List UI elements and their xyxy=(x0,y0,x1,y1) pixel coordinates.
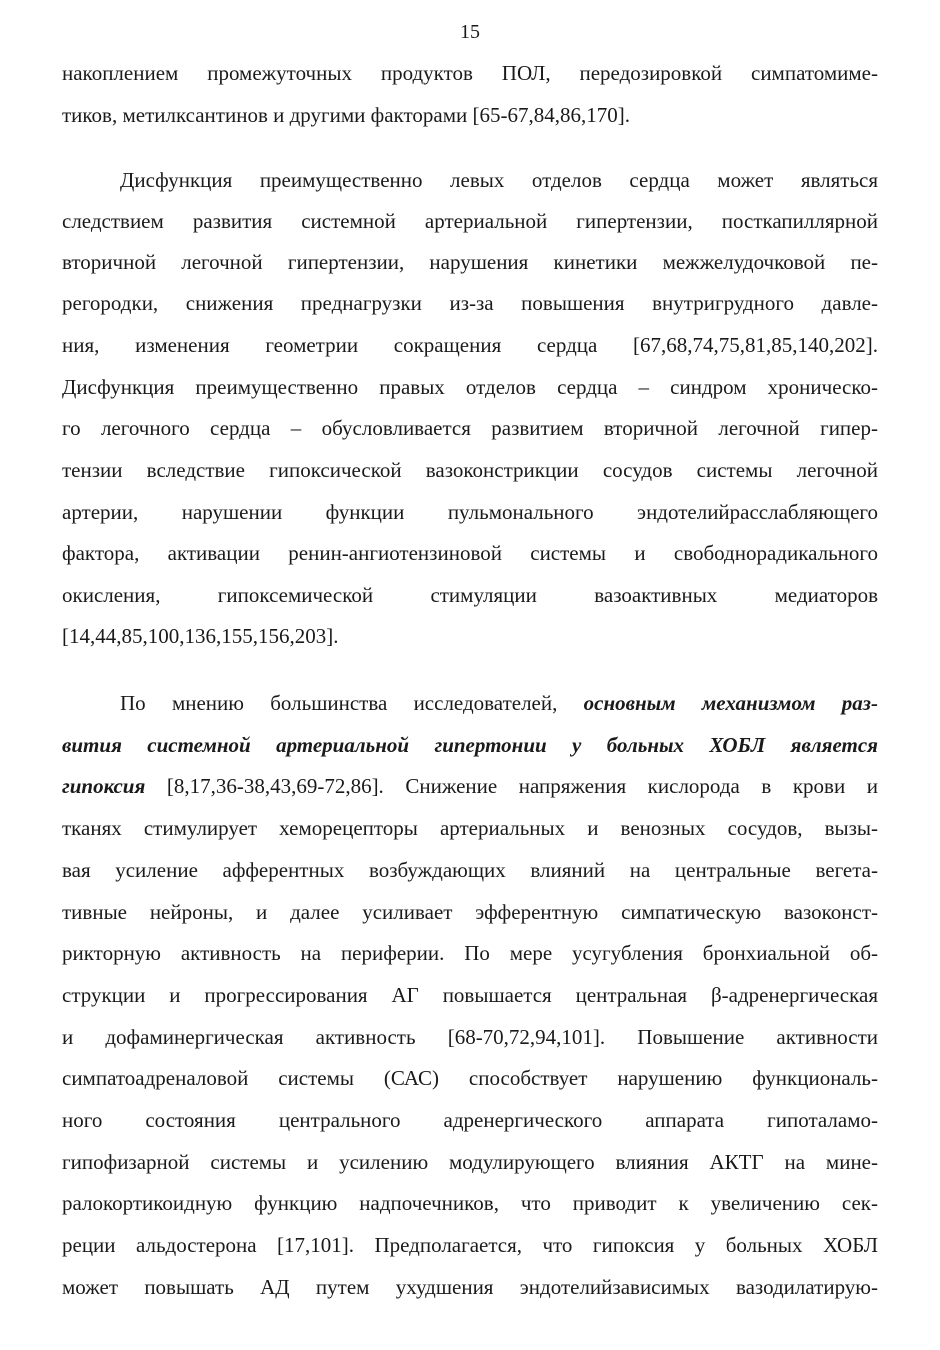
text-line: регородки, снижения преднагрузки из-за повышения внутригрудного давле- xyxy=(62,291,878,315)
emphasized-text: гипоксия xyxy=(62,774,146,798)
page-number: 15 xyxy=(460,21,480,43)
text-line: вая усиление афферентных возбуждающих влияний на центральные вегета- xyxy=(62,858,878,882)
text-line: ного состояния центрального адренергического аппарата гипоталамо- xyxy=(62,1108,878,1132)
text-line: [14,44,85,100,136,155,156,203]. xyxy=(62,624,339,648)
text-line: тивные нейроны, и далее усиливает эфферентную симпатическую вазоконст- xyxy=(62,900,878,924)
text-line: ния, изменения геометрии сокращения сердца [67,68,74,75,81,85,140,202]. xyxy=(62,333,878,357)
text-line: Дисфункция преимущественно правых отделов сердца – синдром хроническо- xyxy=(62,375,878,399)
text-line: тканях стимулирует хеморецепторы артериальных и венозных сосудов, вызы- xyxy=(62,816,878,840)
text-line: реции альдостерона [17,101]. Предполагается, что гипоксия у больных ХОБЛ xyxy=(62,1233,878,1257)
text-line xyxy=(62,771,878,801)
text-line: симпатоадреналовой системы (САС) способствует нарушению функциональ- xyxy=(62,1066,878,1090)
text-line: тиков, метилксантинов и другими факторами [65-67,84,86,170]. xyxy=(62,103,630,127)
text-run: [8,17,36-38,43,69-72,86]. Снижение напряжения кислорода в крови и xyxy=(145,774,878,798)
text-line: артерии, нарушении функции пульмонального эндотелийрасслабляющего xyxy=(62,500,878,524)
text-line: вторичной легочной гипертензии, нарушения кинетики межжелудочковой пе- xyxy=(62,250,878,274)
text-line xyxy=(120,688,878,718)
text-line: фактора, активации ренин-ангиотензиновой системы и свободнорадикального xyxy=(62,541,878,565)
text-line: тензии вследствие гипоксической вазоконстрикции сосудов системы легочной xyxy=(62,458,878,482)
text-line: следствием развития системной артериальной гипертензии, посткапиллярной xyxy=(62,209,878,233)
text-line: накоплением промежуточных продуктов ПОЛ, передозировкой симпатомиме- xyxy=(62,61,878,85)
text-line: го легочного сердца – обусловливается развитием вторичной легочной гипер- xyxy=(62,416,878,440)
emphasized-text: основным механизмом раз- xyxy=(583,691,878,715)
emphasized-text: вития системной артериальной гипертонии у больных ХОБЛ является xyxy=(62,733,878,757)
text-line: гипофизарной системы и усилению модулирующего влияния АКТГ на мине- xyxy=(62,1150,878,1174)
text-line: и дофаминергическая активность [68-70,72,94,101]. Повышение активности xyxy=(62,1025,878,1049)
text-line xyxy=(62,730,878,760)
text-line: ралокортикоидную функцию надпочечников, что приводит к увеличению сек- xyxy=(62,1191,878,1215)
text-line: Дисфункция преимущественно левых отделов сердца может являться xyxy=(120,168,878,192)
text-line: рикторную активность на периферии. По мере усугубления бронхиальной об- xyxy=(62,941,878,965)
text-line: окисления, гипоксемической стимуляции вазоактивных медиаторов xyxy=(62,583,878,607)
text-run: По мнению большинства исследователей, xyxy=(120,691,584,715)
text-line: струкции и прогрессирования АГ повышается центральная β-адренергическая xyxy=(62,983,878,1007)
text-line: может повышать АД путем ухудшения эндотелийзависимых вазодилатирую- xyxy=(62,1275,878,1299)
